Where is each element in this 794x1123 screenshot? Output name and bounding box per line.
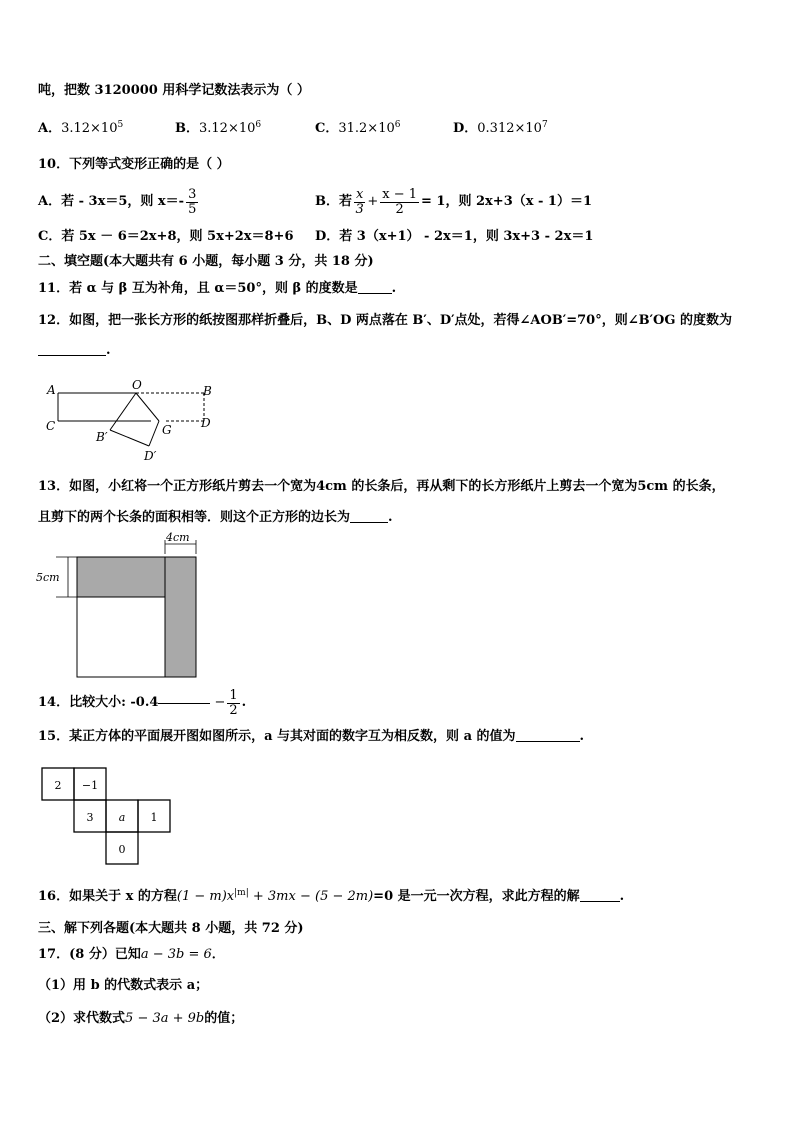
section-3-heading: 三、解下列各题(本大题共 8 小题，共 72 分) (38, 921, 304, 936)
q10-stem: 10．下列等式变形正确的是（ ） (38, 157, 230, 172)
q13-line2: 且剪下的两个长条的面积相等．则这个正方形的边长为 . (38, 510, 393, 525)
cell-1: 1 (150, 811, 158, 824)
label-B: B (203, 384, 212, 398)
q10-option-d: D．若 3（x+1） - 2x＝1，则 3x+3 - 2x＝1 (315, 229, 594, 244)
q14: 14．比较大小: -0.4 − $\frac{1}{2}$ . (38, 687, 247, 718)
q15-cube-net (40, 766, 180, 866)
q13-width-label-4cm: 4cm (166, 531, 190, 544)
q17-part2: （2）求代数式5 − 3a + 9b的值； (38, 1011, 244, 1026)
q17-stem: 17．(8 分）已知a − 3b = 6． (38, 947, 225, 962)
q13-line1: 13．如图，小红将一个正方形纸片剪去一个宽为4cm 的长条后，再从剩下的长方形纸片上剪去一个宽为5cm 的长条， (38, 479, 725, 494)
cell-minus1: −1 (81, 779, 99, 792)
section-2-heading: 二、填空题(本大题共有 6 小题，每小题 3 分，共 18 分) (38, 254, 374, 269)
q9-option-c: C．$31.2\times 10^6$ (315, 120, 401, 136)
q9-option-a: A．$3.12\times 10^5$ (38, 120, 124, 136)
q13-square-figure (30, 530, 210, 680)
label-G: G (162, 423, 172, 437)
q12-line1: 12．如图，把一张长方形的纸按图那样折叠后，B、D 两点落在 B′、D′点处，若得∠AOB′=70°，则∠B′OG 的度数为 (38, 313, 732, 328)
q12-line2: . (38, 342, 111, 360)
q13-width-label-5cm: 5cm (36, 571, 60, 584)
label-O: O (132, 378, 142, 392)
label-B-prime: B′ (96, 430, 108, 444)
q9-option-d: D．$0.312\times 10^7$ (453, 120, 548, 136)
cell-0: 0 (118, 843, 126, 856)
q15: 15．某正方体的平面展开图如图所示，a 与其对面的数字互为相反数，则 a 的值为 . (38, 729, 585, 744)
q9-stem: 吨，把数 3120000 用科学记数法表示为（ ） (38, 83, 310, 98)
cell-3: 3 (86, 811, 94, 824)
label-C: C (46, 419, 56, 433)
q10-option-c: C．若 5x － 6＝2x+8，则 5x+2x＝8+6 (38, 229, 294, 244)
q17-part1: （1）用 b 的代数式表示 a； (38, 978, 209, 993)
q16: 16．如果关于 x 的方程$(1 - m)x^{|m|} + 3mx - (5 - 2m)=0$ 是一元一次方程，求此方程的解 . (38, 888, 625, 904)
q10-option-b: B．若 $\frac{x}{3}$ + $\frac{x - 1}{2}$ = 1，则 2x+3（x - 1）＝1 (315, 186, 593, 217)
cell-a: a (118, 811, 126, 824)
label-D: D (201, 416, 211, 430)
q12-fold-figure (38, 374, 228, 466)
cell-2: 2 (54, 779, 62, 792)
q9-option-b: B．$3.12\times 10^6$ (175, 120, 262, 136)
q10-option-a: A．若 - 3x＝5，则 x＝- $\frac{3}{5}$ (38, 186, 197, 217)
label-A: A (47, 383, 56, 397)
label-D-prime: D′ (144, 449, 157, 463)
q11: 11．若 α 与 β 互为补角，且 α＝50°，则 β 的度数是 . (38, 281, 397, 296)
